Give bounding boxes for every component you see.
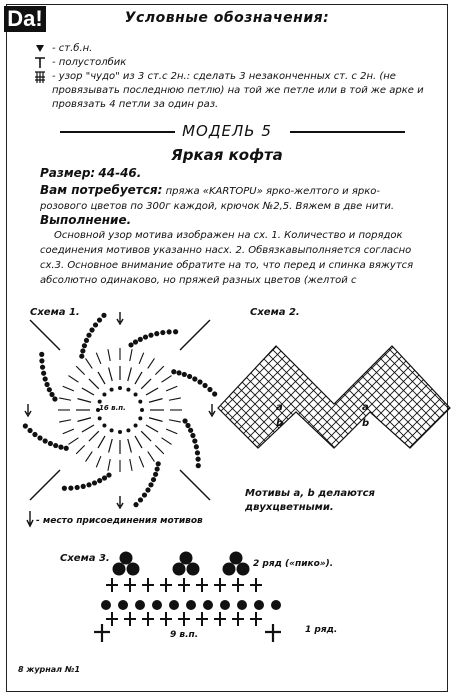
join-arrow-icon (117, 496, 123, 508)
chain-dot (75, 485, 80, 490)
chain-dot (102, 424, 106, 428)
stitch-mark (169, 398, 181, 400)
chain-dot (155, 466, 160, 471)
chain-dot (187, 374, 192, 379)
grid-line (164, 340, 274, 450)
chain-dot (194, 444, 199, 449)
chain-dot (182, 418, 187, 423)
stitch-mark (86, 358, 93, 368)
scheme3-title: Схема 3. (60, 553, 110, 564)
chain-dot (169, 600, 179, 610)
chain-dot (171, 369, 176, 374)
chain-dot (97, 478, 102, 483)
stitch-mark (128, 367, 132, 381)
chain-dot (192, 376, 197, 381)
chain-dot (86, 333, 91, 338)
join-note: - место присоединения мотивов (36, 516, 203, 526)
chain-dot (93, 322, 98, 327)
chain-dot (271, 600, 281, 610)
grid-line (425, 340, 454, 450)
chain-dot (142, 492, 147, 497)
chain-dot (39, 352, 44, 357)
stitch-mark (68, 376, 78, 383)
chain-dot (128, 342, 133, 347)
grid-line (146, 340, 256, 450)
stitch-mark (162, 438, 172, 445)
chain-dot (39, 358, 44, 363)
stitch-mark (109, 367, 113, 381)
chain-dot (173, 329, 178, 334)
grid-line (74, 340, 184, 450)
picot-dot (127, 563, 140, 576)
picot-dot (237, 563, 250, 576)
grid-line (209, 340, 319, 450)
grid-line (272, 340, 382, 450)
chain-dot (134, 424, 138, 428)
cross-stitch (232, 612, 244, 626)
chain-dot (106, 472, 111, 477)
materials-paragraph: Вам потребуется: пряжа «KARTOPU» ярко-желтого и ярко-розового цветов по 300г каждой, крючок №2,5. Вяжем в две нити. (40, 183, 394, 212)
stitch-mark (86, 452, 93, 462)
scheme1-center-label: 16 в.п. (99, 404, 126, 412)
chain-dot (49, 392, 54, 397)
chain-dot (58, 445, 63, 450)
chain-dot (126, 428, 130, 432)
motif-a-left: a (276, 402, 283, 413)
grid-line (443, 340, 454, 450)
stitch-mark (128, 439, 132, 453)
chain-dot (118, 600, 128, 610)
stitch-mark (135, 436, 142, 448)
chain-dot (254, 600, 264, 610)
stitch-mark (109, 439, 113, 453)
stitch-mark (63, 386, 74, 391)
grid-line (299, 340, 409, 450)
chain-dot (44, 382, 49, 387)
stitch-mark (130, 349, 132, 361)
stitch-mark (166, 429, 177, 434)
chain-dot (143, 334, 148, 339)
cross-stitch (250, 578, 262, 592)
motif-a-right: a (362, 402, 369, 413)
legend-item-cluster: - узор "чудо" из 3 ст.с 2н.: сделать 3 незаконченных ст. с 2н. (не провязывать последнюю петлю) на той же петле или в той же арке и провязать 4 петли за один раз. (34, 70, 427, 112)
grid-line (74, 340, 184, 450)
grid-line (272, 340, 382, 450)
size-line: Размер: 44-46. (40, 166, 142, 180)
stitch-mark (59, 398, 71, 400)
corner-line (180, 470, 210, 500)
work-heading: Выполнение. (40, 213, 132, 227)
chain-dot (145, 487, 150, 492)
stitch-mark (63, 429, 74, 434)
stitch-mark (139, 353, 144, 364)
stitch-mark (108, 349, 110, 361)
chain-dot (101, 600, 111, 610)
chain-dot (197, 379, 202, 384)
chain-dot (138, 497, 143, 502)
chain-dot (52, 396, 57, 401)
chain-dot (138, 337, 143, 342)
stitch-mark (141, 379, 151, 389)
grid-line (281, 340, 391, 450)
stitch-mark (139, 456, 144, 467)
chain-dot (79, 354, 84, 359)
chain-dot (140, 408, 144, 412)
legend-item-sc: - ст.б.н. (34, 42, 427, 56)
row1-label: 1 ряд. (305, 625, 338, 635)
picot-dot (223, 563, 236, 576)
picot-dot (187, 563, 200, 576)
cross-stitch (160, 612, 172, 626)
grid-line (191, 340, 301, 450)
stitch-mark (146, 388, 158, 395)
chain-dot (102, 475, 107, 480)
grid-line (56, 340, 166, 450)
chain-dot (185, 423, 190, 428)
stitch-mark (155, 445, 163, 453)
cross-stitch (160, 578, 172, 592)
chain-dot (101, 313, 106, 318)
chain-dot (195, 457, 200, 462)
chain-dot (134, 392, 138, 396)
picot-dot (230, 552, 243, 565)
stitch-mark (146, 425, 158, 432)
stitch-mark (135, 372, 142, 384)
cross-stitch (124, 612, 136, 626)
cross-stitch (94, 624, 110, 642)
cross-stitch (196, 578, 208, 592)
chain-dot (89, 327, 94, 332)
legend-item-hdc: - полустолбик (34, 56, 427, 70)
chain-dot (84, 338, 89, 343)
legend-title: Условные обозначения: (124, 10, 330, 26)
stitch-mark (141, 431, 151, 441)
grid-line (434, 340, 454, 450)
stitch-mark (59, 420, 71, 422)
stitch-mark (68, 438, 78, 445)
chain-dot (43, 438, 48, 443)
stitch-mark (98, 372, 105, 384)
chain-dot (110, 388, 114, 392)
stitch-mark (77, 418, 91, 422)
chain-dot (23, 423, 28, 428)
logo: Da! (4, 6, 46, 32)
chain-dot (53, 443, 58, 448)
chain-dot (160, 330, 165, 335)
chain-dot (188, 428, 193, 433)
chain-dot (196, 463, 201, 468)
chain-dot (92, 480, 97, 485)
join-arrow-icon (27, 511, 33, 526)
stitch-mark (169, 420, 181, 422)
chain-dot (182, 372, 187, 377)
grid-line (353, 340, 454, 450)
corner-line (30, 470, 60, 500)
grid-line (110, 340, 220, 450)
stitch-mark (149, 399, 163, 403)
stitch-mark (155, 366, 163, 374)
chain-dot (80, 348, 85, 353)
scheme1-diagram (23, 312, 218, 526)
chain-dot (102, 392, 106, 396)
chain-dot (138, 416, 142, 420)
stitch-mark (149, 418, 163, 422)
chain-dot (118, 430, 122, 434)
footer: 8 журнал №1 (18, 665, 81, 674)
chain-dot (32, 432, 37, 437)
chain-dot (133, 339, 138, 344)
stitch-mark (82, 425, 94, 432)
join-arrow-icon (209, 404, 215, 416)
grid-line (353, 340, 454, 450)
stitch-mark (108, 459, 110, 471)
grid-line (434, 340, 454, 450)
chain-dot (41, 371, 46, 376)
model-number: МОДЕЛЬ 5 (182, 122, 272, 140)
grid-line (110, 340, 220, 450)
chain-dot (135, 600, 145, 610)
grid-line (425, 340, 454, 450)
cross-stitch (265, 624, 281, 642)
grid-line (128, 340, 238, 450)
stitch-mark (89, 431, 99, 441)
picot-dot (180, 552, 193, 565)
grid-line (443, 340, 454, 450)
chain-dot (220, 600, 230, 610)
cross-stitch (214, 578, 226, 592)
chain-dot (176, 370, 181, 375)
chain-dot (154, 331, 159, 336)
chain-dot (27, 428, 32, 433)
chain-dot (62, 486, 67, 491)
grid-line (290, 340, 400, 450)
cross-stitch (250, 612, 262, 626)
chain-dot (195, 450, 200, 455)
chain-dot (64, 446, 69, 451)
chain-dot (151, 477, 156, 482)
chain-dot (148, 333, 153, 338)
cross-stitch (124, 578, 136, 592)
cross-stitch (142, 578, 154, 592)
grid-line (155, 340, 265, 450)
cross-stitch (142, 612, 154, 626)
join-arrow-icon (25, 404, 31, 416)
stitch-mark (76, 366, 84, 374)
chain-dot (47, 387, 52, 392)
join-arrow-icon (117, 312, 123, 324)
chain-dot (212, 391, 217, 396)
chain-dot (133, 502, 138, 507)
motif-b-left: b (276, 418, 284, 429)
stitch-mark (98, 436, 105, 448)
scheme2-title: Схема 2. (250, 307, 300, 318)
chain-dot (203, 600, 213, 610)
chain-dot (190, 433, 195, 438)
picot-dot (113, 563, 126, 576)
chain-dot (156, 461, 161, 466)
stitch-mark (89, 379, 99, 389)
chain-dot (43, 376, 48, 381)
corner-line (30, 320, 60, 350)
row2-label: 2 ряд («пико»). (253, 559, 334, 569)
stitch-mark (130, 459, 132, 471)
cross-stitch (106, 612, 118, 626)
chain-dot (202, 383, 207, 388)
scheme2-diagram (20, 340, 454, 450)
chain-dot (81, 484, 86, 489)
work-paragraph: Основной узор мотива изображен на сх. 1. Количество и порядок соединения мотивов указанно насх. 2. Обвязкавыполняется согласно сх.3. Основное внимание обратите на то, что перед и спинка вяжутся абсолютно одинаково, но пряжей разных цветов (желтой с (40, 230, 414, 286)
cross-stitch (178, 612, 190, 626)
chain-dot (207, 387, 212, 392)
motifs-note: Мотивы a, b делаются двухцветными. (245, 488, 375, 513)
stitch-mark (148, 452, 155, 462)
stitch-mark (162, 376, 172, 383)
picot-dot (120, 552, 133, 565)
chain-dot (110, 428, 114, 432)
grid-line (56, 340, 166, 450)
chain-dot (167, 329, 172, 334)
chain-dot (237, 600, 247, 610)
chain-dot (97, 317, 102, 322)
chain-dot (82, 343, 87, 348)
chain-dot (118, 386, 122, 390)
chain-dot (37, 435, 42, 440)
chain-dot (86, 482, 91, 487)
stitch-mark (82, 388, 94, 395)
chain-dot (138, 400, 142, 404)
chain-dot (126, 388, 130, 392)
chain-dot (148, 482, 153, 487)
stitch-mark (96, 456, 101, 467)
page-title: Яркая кофта (171, 146, 283, 164)
cross-stitch (196, 612, 208, 626)
chain-dot (186, 600, 196, 610)
chain-dot (192, 438, 197, 443)
picot-dot (173, 563, 186, 576)
chain-label: 9 в.п. (170, 630, 199, 640)
chain-dot (68, 485, 73, 490)
grid-line (281, 340, 391, 450)
grid-line (146, 340, 256, 450)
chain-dot (153, 472, 158, 477)
stitch-mark (77, 399, 91, 403)
cross-stitch (178, 578, 190, 592)
stitch-mark (96, 353, 101, 364)
motif-b-right: b (362, 418, 370, 429)
grid-line (335, 340, 445, 450)
corner-line (180, 320, 210, 350)
chain-dot (98, 400, 102, 404)
chain-dot (40, 365, 45, 370)
scheme1-title: Схема 1. (30, 307, 80, 318)
cross-stitch (232, 578, 244, 592)
grid-line (182, 340, 292, 450)
grid-line (128, 340, 238, 450)
cross-stitch (214, 612, 226, 626)
chain-dot (152, 600, 162, 610)
stitch-mark (148, 358, 155, 368)
stitch-mark (76, 445, 84, 453)
stitch-mark (166, 386, 177, 391)
chain-dot (98, 416, 102, 420)
chain-dot (48, 441, 53, 446)
cross-stitch (106, 578, 118, 592)
